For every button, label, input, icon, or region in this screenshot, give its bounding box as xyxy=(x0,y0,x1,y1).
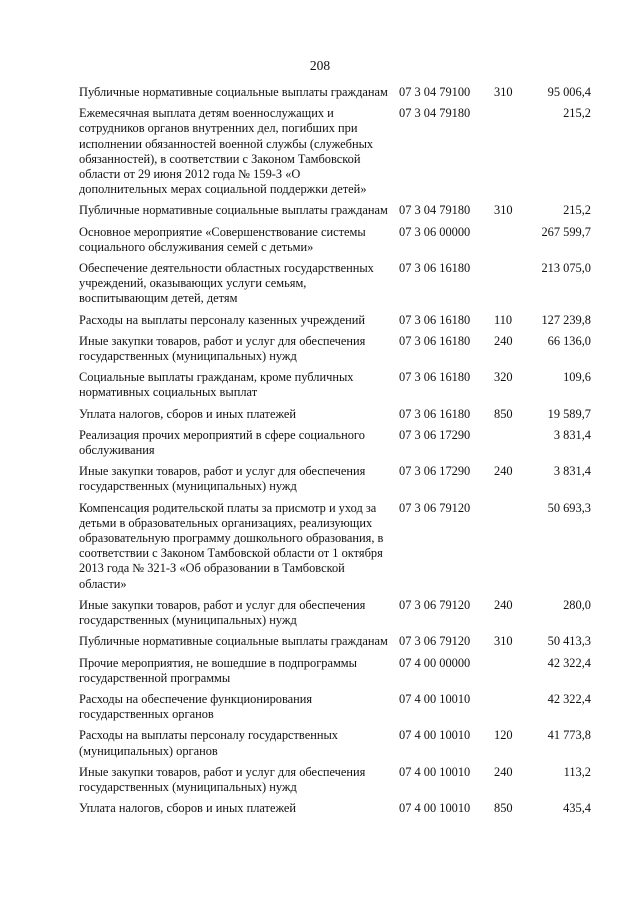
row-description: Обеспечение деятельности областных государственных учреждений, оказывающих услуги семьям, воспитывающим детей, детям xyxy=(79,261,374,306)
table-row xyxy=(0,85,640,100)
row-amount: 215,2 xyxy=(563,106,591,121)
row-description: Иные закупки товаров, работ и услуг для обеспечения государственных (муниципальных) нужд xyxy=(79,464,366,494)
row-code: 07 3 06 16180 xyxy=(399,406,471,421)
row-amount: 435,4 xyxy=(563,801,591,816)
row-code: 07 3 04 79100 xyxy=(399,85,471,99)
table-row xyxy=(0,203,640,218)
table-row xyxy=(0,225,640,255)
table-row xyxy=(0,728,640,758)
row-code: 07 4 00 10010 xyxy=(399,764,471,779)
row-code: 07 3 06 79120 xyxy=(399,634,471,649)
table-row xyxy=(0,656,640,686)
row-code: 07 4 00 10010 xyxy=(399,691,471,706)
row-description: Прочие мероприятия, не вошедшие в подпрограммы государственной программы xyxy=(79,655,357,685)
row-amount: 42 322,4 xyxy=(547,655,591,670)
row-expense-type: 310 xyxy=(494,203,513,218)
row-expense-type: 240 xyxy=(494,333,513,348)
row-amount: 215,2 xyxy=(563,203,591,218)
page-number: 208 xyxy=(309,58,331,73)
row-description: Публичные нормативные социальные выплаты гражданам xyxy=(79,634,388,649)
row-code: 07 3 06 16180 xyxy=(399,333,471,348)
row-code: 07 3 06 17290 xyxy=(399,427,471,442)
row-expense-type: 320 xyxy=(494,370,513,385)
row-amount: 3 831,4 xyxy=(553,464,591,479)
row-description: Ежемесячная выплата детям военнослужащих и сотрудников органов внутренних дел, погибших при исполнении обязанностей военной службы (служебных обязанностей), в соответствии с Законом Тамбовской области от 29 июня 2012 года № 159-З «О дополнительных мерах социальной поддержки детей» xyxy=(79,106,374,197)
row-amount: 213 075,0 xyxy=(541,261,591,276)
table-row xyxy=(0,106,640,197)
row-description: Компенсация родительской платы за присмотр и уход за детьми в образовательных организациях, реализующих образовательную программу дошкольного образования, в соответствии с Законом Тамбовской области от 1 октября 2013 года № 321-З «Об образовании в Тамбовской области» xyxy=(79,500,384,591)
row-description: Расходы на обеспечение функционирования государственных органов xyxy=(79,691,313,722)
row-expense-type: 310 xyxy=(494,85,513,99)
row-expense-type: 240 xyxy=(494,464,513,479)
row-amount: 41 773,8 xyxy=(547,728,591,743)
table-row xyxy=(0,765,640,795)
row-code: 07 3 06 79120 xyxy=(399,597,471,612)
table-row xyxy=(0,313,640,328)
row-code: 07 4 00 10010 xyxy=(399,728,471,743)
table-row xyxy=(0,692,640,722)
table-row xyxy=(0,801,640,816)
row-description: Социальные выплаты гражданам, кроме публичных нормативных социальных выплат xyxy=(79,370,354,400)
row-amount: 109,6 xyxy=(563,370,591,385)
row-amount: 95 006,4 xyxy=(547,85,591,99)
row-code: 07 3 06 16180 xyxy=(399,370,471,385)
row-amount: 42 322,4 xyxy=(547,691,591,706)
row-expense-type: 850 xyxy=(494,406,513,421)
table-row xyxy=(0,428,640,458)
table-row xyxy=(0,407,640,422)
row-code: 07 4 00 00000 xyxy=(399,655,471,670)
row-description: Основное мероприятие «Совершенствование системы социального обслуживания семей с детьми» xyxy=(79,224,366,254)
row-description: Расходы на выплаты персоналу государственных (муниципальных) органов xyxy=(79,728,338,758)
row-description: Расходы на выплаты персоналу казенных учреждений xyxy=(79,312,365,327)
row-description: Иные закупки товаров, работ и услуг для обеспечения государственных (муниципальных) нужд xyxy=(79,333,366,364)
row-code: 07 4 00 10010 xyxy=(399,801,471,816)
table-row xyxy=(0,261,640,307)
row-code: 07 3 06 79120 xyxy=(399,500,471,515)
row-description: Иные закупки товаров, работ и услуг для обеспечения государственных (муниципальных) нужд xyxy=(79,597,366,628)
table-row xyxy=(0,501,640,592)
row-code: 07 3 06 16180 xyxy=(399,312,471,327)
row-amount: 66 136,0 xyxy=(547,333,591,348)
row-code: 07 3 06 00000 xyxy=(399,224,471,239)
table-row xyxy=(0,598,640,628)
row-amount: 113,2 xyxy=(563,764,591,779)
row-code: 07 3 04 79180 xyxy=(399,106,471,121)
table-row xyxy=(0,634,640,649)
row-expense-type: 850 xyxy=(494,801,513,816)
table-row xyxy=(0,464,640,494)
row-amount: 127 239,8 xyxy=(541,312,591,327)
table-row xyxy=(0,334,640,364)
row-code: 07 3 06 17290 xyxy=(399,464,471,479)
row-expense-type: 310 xyxy=(494,634,513,649)
row-amount: 280,0 xyxy=(563,597,591,612)
table-row xyxy=(0,370,640,400)
row-description: Публичные нормативные социальные выплаты гражданам xyxy=(79,85,388,99)
row-code: 07 3 06 16180 xyxy=(399,261,471,276)
row-expense-type: 240 xyxy=(494,597,513,612)
row-description: Иные закупки товаров, работ и услуг для обеспечения государственных (муниципальных) нужд xyxy=(79,764,366,794)
row-description: Публичные нормативные социальные выплаты гражданам xyxy=(79,203,388,218)
row-expense-type: 120 xyxy=(494,728,513,743)
row-amount: 3 831,4 xyxy=(553,427,591,442)
row-amount: 50 413,3 xyxy=(547,634,591,649)
row-amount: 19 589,7 xyxy=(547,406,591,421)
row-description: Реализация прочих мероприятий в сфере социального обслуживания xyxy=(79,427,365,458)
row-amount: 267 599,7 xyxy=(541,224,591,239)
row-code: 07 3 04 79180 xyxy=(399,203,471,218)
row-expense-type: 240 xyxy=(494,764,513,779)
row-amount: 50 693,3 xyxy=(547,500,591,515)
row-expense-type: 110 xyxy=(494,312,513,327)
row-description: Уплата налогов, сборов и иных платежей xyxy=(79,801,297,816)
row-description: Уплата налогов, сборов и иных платежей xyxy=(79,406,297,421)
budget-table xyxy=(0,85,640,822)
